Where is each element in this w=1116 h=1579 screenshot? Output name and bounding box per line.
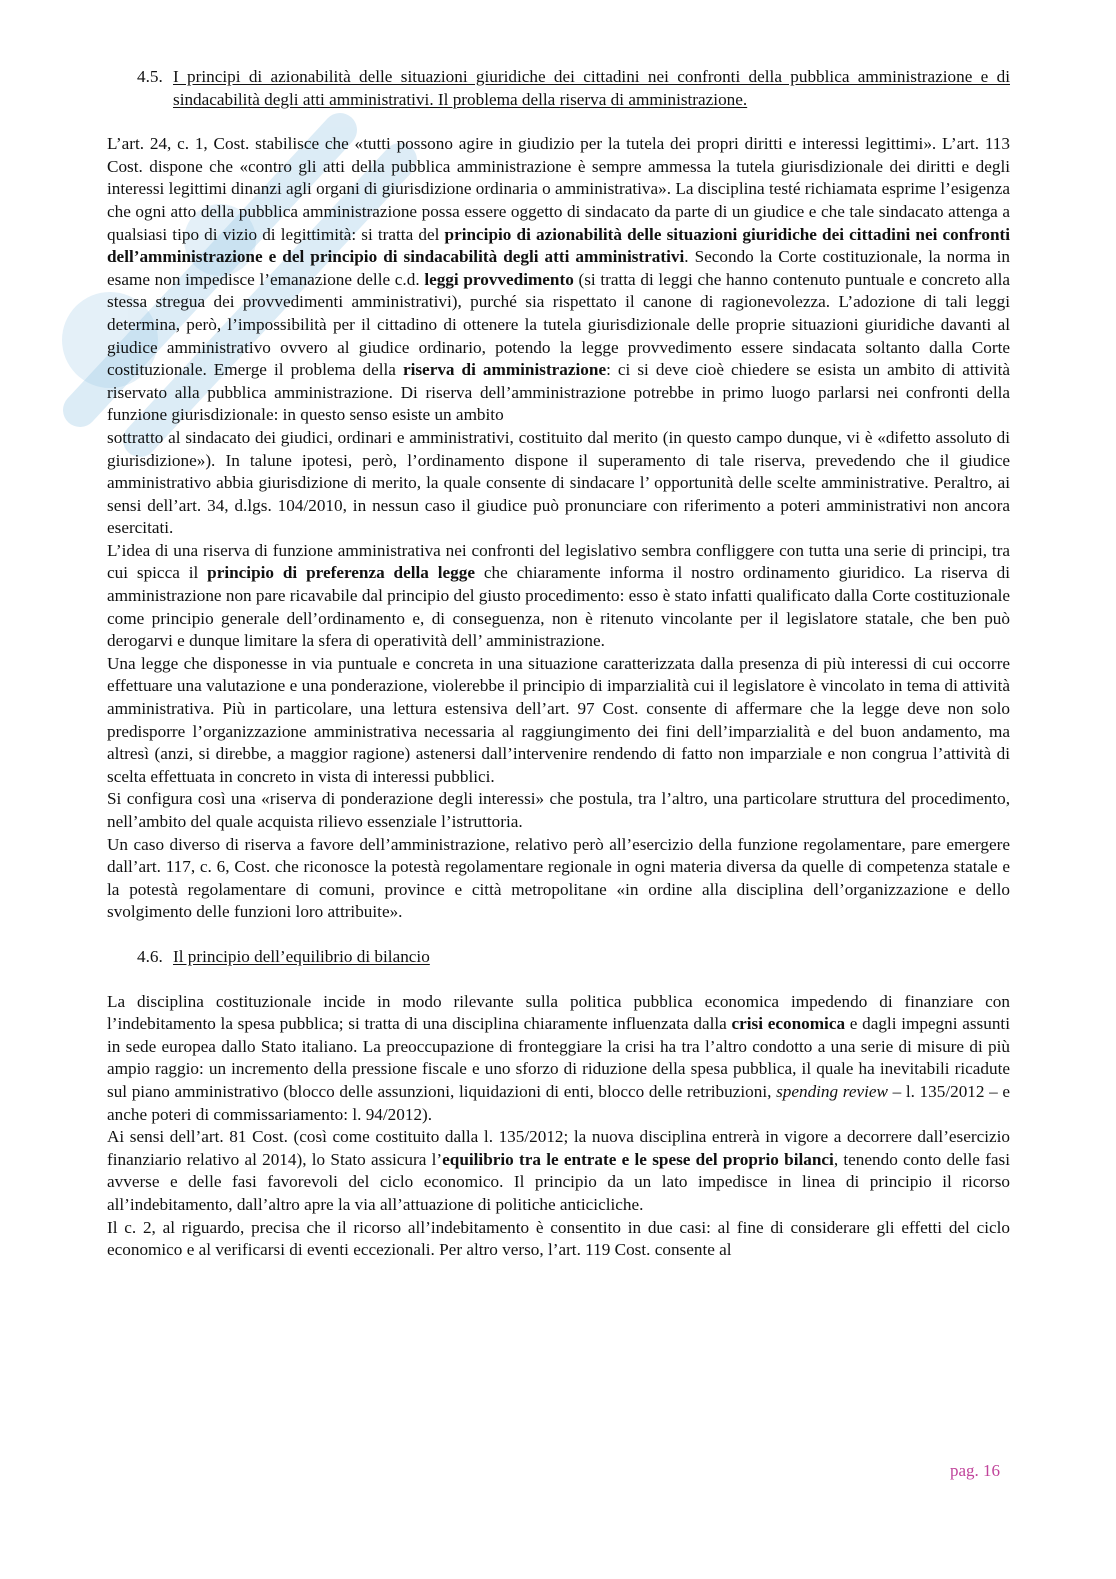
text-run: che chiaramente informa il nostro ordinamento giuridico. La riserva di amministrazione non pare ricavabile dal principio del giusto procedimento: esso è stato infatti qualificato dalla Corte costituzionale come principio generale dell’ordinamento e, di conseguenza, non è ritenuto vincolante per il legislatore statale, che ben può derogarvi e dunque limitare la sfera di operatività dell’ amministrazione. (107, 563, 1011, 651)
paragraph: Un caso diverso di riserva a favore dell’amministrazione, relativo però all’esercizio della funzione regolamentare, pare emergere dall’art. 117, c. 6, Cost. che riconosce la potestà regolamentare regionale in ogni materia diversa da quelle di competenza statale e la potestà regolamentare di comuni, province e città metropolitane «in ordine alla disciplina dell’organizzazione e dello svolgimento delle funzioni loro attribuite». (107, 834, 1010, 922)
text-run: – l. 135/2012 – e anche poteri di commissariamento: l. 94/2012). (107, 1081, 1010, 1124)
bold-text: principio di azionabilità delle situazioni giuridiche dei cittadini nei confronti dell’amministrazione e del principio di sindacabilità degli atti amministrativi (107, 224, 1011, 267)
text-run: Ai sensi dell’art. 81 Cost. (così come costituito dalla l. 135/2012; la nuova disciplina entrerà in vigore a decorrere dall’esercizio finanziario relativo al 2014), lo Stato assicura l’ (107, 1127, 1010, 1169)
paragraph: Si configura così una «riserva di ponderazione degli interessi» che postula, tra l’altro, una particolare struttura del procedimento, nell’ambito del quale acquista rilievo essenziale l’istruttoria. (107, 789, 1010, 831)
paragraph (107, 133, 1010, 427)
bold-text: riserva di amministrazione (402, 360, 607, 380)
bold-text: crisi economica (731, 1014, 846, 1034)
paragraph (107, 540, 1010, 653)
page-number: pag. 16 (949, 1461, 1000, 1480)
section-heading-4-5 (107, 66, 1010, 111)
paragraph (107, 991, 1010, 1127)
section-heading-4-6 (107, 946, 1010, 969)
bold-text: leggi provvedimento (424, 269, 574, 289)
paragraph: Il c. 2, al riguardo, precisa che il ricorso all’indebitamento è consentito in due casi: al fine di considerare gli effetti del ciclo economico e al verificarsi di eventi eccezionali. Per altro verso, l’art. 119 Cost. consente al (107, 1217, 1010, 1260)
section-title: Il principio dell’equilibrio di bilancio (173, 946, 430, 966)
paragraph (107, 1126, 1010, 1216)
paragraph: sottratto al sindacato dei giudici, ordinari e amministrativi, costituito dal merito (in questo campo dunque, vi è «difetto assoluto di giurisdizione»). In talune ipotesi, però, l’ordinamento dispone il superamento di tale riserva, prevedendo che il giudice amministrativo abbia giurisdizione di merito, la quale consente di sindacare l’ opportunità delle scelte amministrative. Peraltro, ai sensi dell’art. 34, d.lgs. 104/2010, in nessun caso il giudice può pronunciare con riferimento a poteri amministrativi non ancora esercitati. (107, 427, 1010, 538)
text-run: , tenendo conto delle fasi avverse e delle fasi favorevoli del ciclo economico. Il principio da un lato impedisce in linea di principio il ricorso all’indebitamento, dall’altro apre la via all’attuazione di politiche anticicliche. (107, 1149, 1010, 1214)
paragraph: Una legge che disponesse in via puntuale e concreta in una situazione caratterizzata dalla presenza di più interessi di cui occorre effettuare una valutazione e una ponderazione, violerebbe il principio di imparzialità cui il legislatore è vincolato in tema di attività amministrativa. Più in particolare, una lettura estensiva dell’art. 97 Cost. consente di affermare che la legge deve non solo predisporre l’organizzazione amministrativa necessaria al raggiungimento dei fini dell’imparzialità e del buon andamento, ma altresì (anzi, si direbbe, a maggior ragione) astenersi dall’intervenire rendendo di fatto non imparziale e non congrua l’attività di scelta effettuata in concreto in vista di interessi pubblici. (107, 653, 1010, 786)
bold-text: equilibrio tra le entrate e le spese del proprio bilanci (442, 1149, 834, 1169)
bold-text: principio di preferenza della legge (207, 563, 475, 583)
text-run: (si tratta di leggi che hanno contenuto puntuale e concreto alla stessa stregua dei provvedimenti amministrativi), purché sia rispettato il canone di ragionevolezza. L’adozione di tali leggi determina, però, l’impossibilità per il cittadino di ottenere la tutela giurisdizionale delle proprie situazioni giuridiche davanti al giudice amministrativo ovvero al giudice ordinario, potendo la legge provvedimento essere sindacata soltanto dalla Corte costituzionale. Emerge il problema della (107, 269, 1010, 380)
section-number: 4.6. (137, 946, 163, 966)
text-run: : ci si deve cioè chiedere se esista un ambito di attività riservato alla pubblica amministrazione. Di riserva dell’amministrazione potrebbe in primo luogo parlarsi nei confronti della funzione giurisdizionale: in questo senso esiste un ambito (107, 360, 1011, 425)
section-number: 4.5. (137, 67, 163, 86)
italic-text: spending review (776, 1081, 888, 1101)
text-run: L’art. 24, c. 1, Cost. stabilisce che «tutti possono agire in giudizio per la tutela dei propri diritti e interessi legittimi». L’art. 113 Cost. dispone che «contro gli atti della pubblica amministrazione è sempre ammessa la tutela giurisdizionale dei diritti e degli interessi legittimi dinanzi agli organi di giurisdizione ordinaria o amministrativa». La disciplina testé richiamata esprime l’esigenza che ogni atto della pubblica amministrazione possa essere oggetto di sindacato da parte di un giudice e che tale sindacato attenga a qualsiasi tipo di vizio di legittimità: si tratta del (107, 134, 1010, 244)
text-run: e dagli impegni assunti in sede europea dallo Stato italiano. La preoccupazione di fronteggiare la crisi ha tra l’altro condotto a una serie di misure di più ampio raggio: un incremento della pressione fiscale e uno sforzo di riduzione della spesa pubblica, il quale ha inevitabili ricadute sul piano amministrativo (blocco delle assunzioni, liquidazioni di enti, blocco delle retribuzioni, (107, 1014, 1010, 1101)
document-page (107, 66, 1010, 1262)
text-run: . Secondo la Corte costituzionale, la norma in esame non impedisce l’emanazione delle c.d. (107, 247, 1010, 289)
text-run: L’idea di una riserva di funzione amministrativa nei confronti del legislativo sembra confliggere con tutta una serie di principi, tra cui spicca il (107, 540, 1010, 583)
section-title: I principi di azionabilità delle situazioni giuridiche dei cittadini nei confronti della pubblica amministrazione e di sindacabilità degli atti amministrativi. Il problema della riserva di amministrazione. (173, 67, 1010, 109)
text-run: La disciplina costituzionale incide in modo rilevante sulla politica pubblica economica impedendo di finanziare con l’indebitamento la spesa pubblica; si tratta di una disciplina chiaramente influenzata dalla (107, 991, 1010, 1034)
